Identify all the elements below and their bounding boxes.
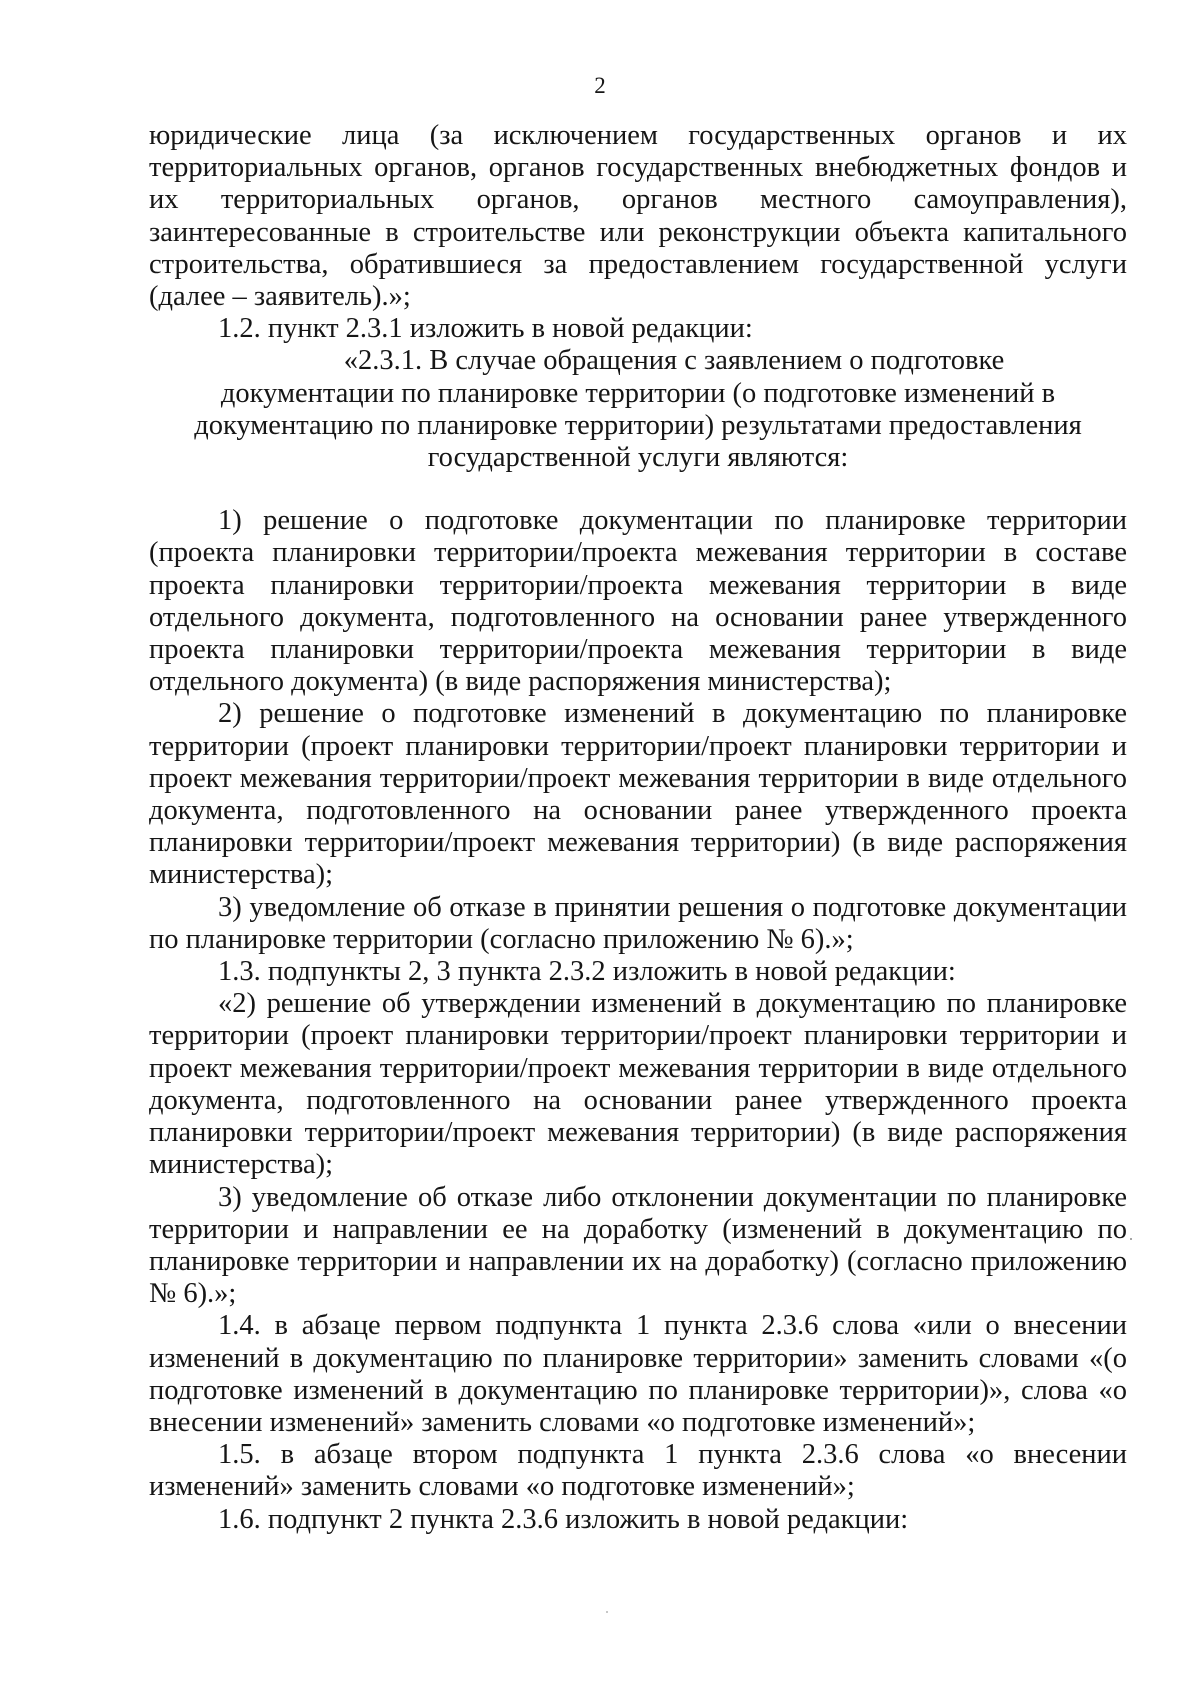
amendment-item-1-4: 1.4. в абзаце первом подпункта 1 пункта 2.3.6 слова «или о внесении изменений в документацию по планировке территории» заменить словами «(о подготовке изменений в документацию по планировке территории)», слова «о внесении изменений» заменить словами «о подготовке изменений»; <box>149 1310 1127 1438</box>
quoted-heading-line: государственной услуги являются: <box>427 442 849 474</box>
document-body <box>149 120 1127 1536</box>
amendment-item-1-3: 1.3. подпункты 2, 3 пункта 2.3.2 изложить в новой редакции: <box>218 956 956 988</box>
result-item-1: 1) решение о подготовке документации по планировке территории (проекта планировки территории/проекта межевания территории в составе проекта планировки территории/проекта межевания территории в виде отдельного документа, подготовленного на основании ранее утвержденного проекта планировки территории/проекта межевания территории в виде отдельного документа) (в виде распоряжения министерства); <box>149 505 1127 698</box>
quoted-heading-line: документацию по планировке территории) результатами предоставления <box>194 409 1082 441</box>
page-number: 2 <box>594 73 606 98</box>
scan-speck <box>1130 1238 1132 1240</box>
amendment-item-1-5: 1.5. в абзаце втором подпункта 1 пункта 2.3.6 слова «о внесении изменений» заменить словами «о подготовке изменений»; <box>149 1439 1127 1503</box>
scan-speck <box>606 1611 608 1613</box>
amendment-item-1-2: 1.2. пункт 2.3.1 изложить в новой редакции: <box>218 313 753 345</box>
subitem-2-3-2-2: «2) решение об утверждении изменений в документацию по планировке территории (проект планировки территории/проект планировки территории и проект межевания территории/проект межевания территории в виде отдельного документа, подготовленного на основании ранее утвержденного проекта планировки территории/проект межевания территории) (в виде распоряжения министерства); <box>149 988 1127 1181</box>
result-item-3: 3) уведомление об отказе в принятии решения о подготовке документации по планировке территории (согласно приложению № 6).»; <box>149 891 1127 955</box>
quoted-heading-line: документации по планировке территории (о подготовке изменений в <box>220 377 1056 409</box>
opening-paragraph: юридические лица (за исключением государственных органов и их территориальных органов, органов государственных внебюджетных фондов и их территориальных органов, органов местного самоуправления), заинтересованные в строительстве или реконструкции объекта капитального строительства, обратившиеся за предоставлением государственной услуги (далее – заявитель).»; <box>149 120 1127 313</box>
quoted-heading-line: «2.3.1. В случае обращения с заявлением о подготовке <box>343 345 1005 377</box>
subitem-2-3-2-3: 3) уведомление об отказе либо отклонении документации по планировке территории и направлении ее на доработку (изменений в документацию по планировке территории и направлении их на доработку) (согласно приложению № 6).»; <box>149 1181 1127 1310</box>
quoted-heading-2-3-1 <box>149 345 1127 474</box>
result-item-2: 2) решение о подготовке изменений в документацию по планировке территории (проект планировки территории/проект планировки территории и проект межевания территории/проект межевания территории в виде отдельного документа, подготовленного на основании ранее утвержденного проекта планировки территории/проект межевания территории) (в виде распоряжения министерства); <box>149 698 1127 891</box>
amendment-item-1-6: 1.6. подпункт 2 пункта 2.3.6 изложить в новой редакции: <box>218 1503 909 1535</box>
